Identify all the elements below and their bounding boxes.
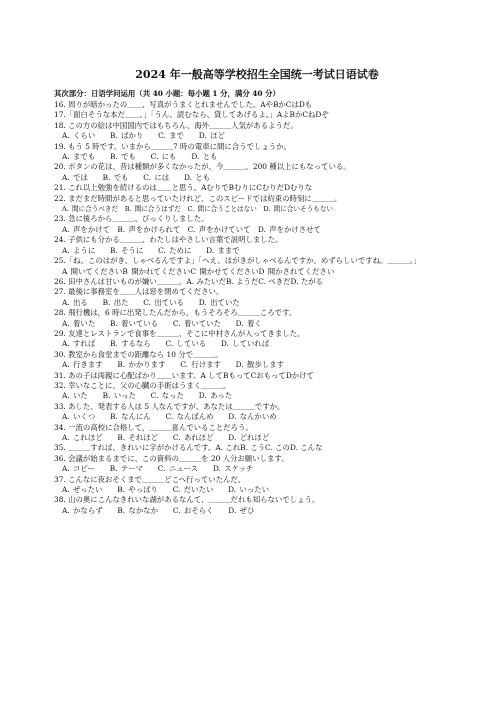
question-text: 26. 田中さんは甘いものが嫌い＿＿＿。A. みたいだB. ようだC. べきだD. たがる [54,276,324,286]
question-text: 29. 友達とレストランで食事を＿＿＿、そこに中村さんが入ってきました。 [54,328,305,338]
question-text: 20. ボタンの花は、昔は種類が多くなかったが、今＿＿＿、200 種以上にもなっている。 [54,162,351,172]
question-text: 35. ＿＿＿すれば、きれいに字がかけるんです。A. これB. こうC. このD. こんな [54,443,323,453]
question-text: 31. あの子は両親に心配ばかり＿＿います。A してBもってCおもってDかけて [54,370,314,380]
answer-options: A. までも B. でも C. にも D. とも [62,152,218,162]
answer-options: A. いた B. いった C. なった D. あった [62,391,233,401]
answer-options: A 開いてくださいB 開かれてくださいC 開かせてくださいD 開かされてください [62,266,335,276]
answer-options: A. いくつ B. なんにん C. なんばんめ D. なんかいめ [62,412,277,422]
question-text: 19. もう 5 時です。いまから＿＿＿7 時の電車に間に合うでしょうか。 [54,141,291,151]
answer-options: A. コピー B. テーマ C. ニュース D. スケッチ [62,464,254,474]
answer-options: A. くらい B. ばかり C. まで D. ほど [62,131,225,141]
question-text: 33. あした、発表する人は 5 人なんですが、あなたは＿＿＿ですか。 [54,401,285,411]
answer-options: A. かならず B. なかなか C. おそらく D. ぜひ [62,505,255,515]
question-text: 27. 最後に事務室を＿＿人は窓を閉めてください。 [54,287,224,297]
question-text: 34. 一流の高校に合格して，＿＿＿喜んでいることだろう。 [54,422,253,432]
answer-options: A. ように B. そうに C. ために D. ままで [62,245,240,255]
question-text: 21. これ以上勉強を続けるのは＿＿と思う。AむりでBむりにCむりだDむりな [54,183,313,193]
question-text: 30. 教室から食堂までの距離なら 10 分で＿＿＿。 [54,349,223,359]
question-text: 25.「ね、このはがき、しゃべるんですよ」「へえ、はがきがしゃべるんですか。めずらしいですね。＿＿＿。」 [54,256,421,266]
exam-title: 2024 年一般高等学校招生全国统一考试日语试卷 [135,68,379,81]
answer-options: A. ぜったい B. やっぱり C. だいたい D. いったい [62,485,270,495]
question-text: 22. まだまだ時間があると思っていたけれど、このスピードでは約束の時刻に＿＿＿。 [54,193,342,203]
answer-options: A. 声をかけて B. 声をかけられて C. 声をかけていて D. 声をかけさせて [62,224,321,234]
answer-options: A. 着いた B. 着いている C. 着いていた D. 着く [62,318,262,328]
question-text: 23. 急に後ろから＿＿＿、びっくりしました。 [54,214,209,224]
answer-options: A. すれば B. するなら C. している D. していれば [62,339,270,349]
question-text: 38. 山の奥にこんなきれいな湖があるなんて、＿＿＿だれも知らないでしょう。 [54,495,320,505]
question-list [54,100,460,516]
question-text: 18. この方の絵は中国国内ではもちろん、海外＿＿＿人気があるようだ。 [54,120,298,130]
question-text: 36. 会議が始まるまでに、この資料の＿＿＿を 20 人分お願いします。 [54,453,289,463]
answer-options: A. 間に合うべきだ B. 間に合うはずだ C. 間に合うことはない D. 間に合いそうもない [62,205,334,214]
question-text: 37. こんなに夜おそくまで＿＿＿どこへ行っていたんだ。 [54,474,246,484]
question-text: 24. 子供にも分かる＿＿＿、わたしはやさしい言葉で説明しました。 [54,235,283,245]
answer-options: A. 出る B. 出た C. 出ている D. 出ていた [62,297,240,307]
section-heading: 其次部分：日语学问运用（共 40 小题：每小题 1 分，满分 40 分） [54,89,280,98]
answer-options: A. では B. でも C. には D. とも [62,172,211,182]
answer-options: A. 行きます B. かかります C. 行けます D. 散歩します [62,360,284,370]
question-text: 28. 飛行機は，6 時に出発したんだから，もうそろそろ＿＿＿ころです。 [54,308,297,318]
question-text: 16. 周りが暗かったの＿＿、写真がうまくとれませんでした。AやBかCはDも [54,100,313,109]
question-text: 17.「面白そうな本だ＿＿。」「うん、読むなら、貸してあげるよ。」AよBかCねDぞ [54,110,329,120]
answer-options: A. これほど B. それほど C. あれほど D. どれほど [62,433,270,442]
question-text: 32. 幸いなことに、父の心臓の手術はうまく＿＿＿。 [54,380,231,390]
